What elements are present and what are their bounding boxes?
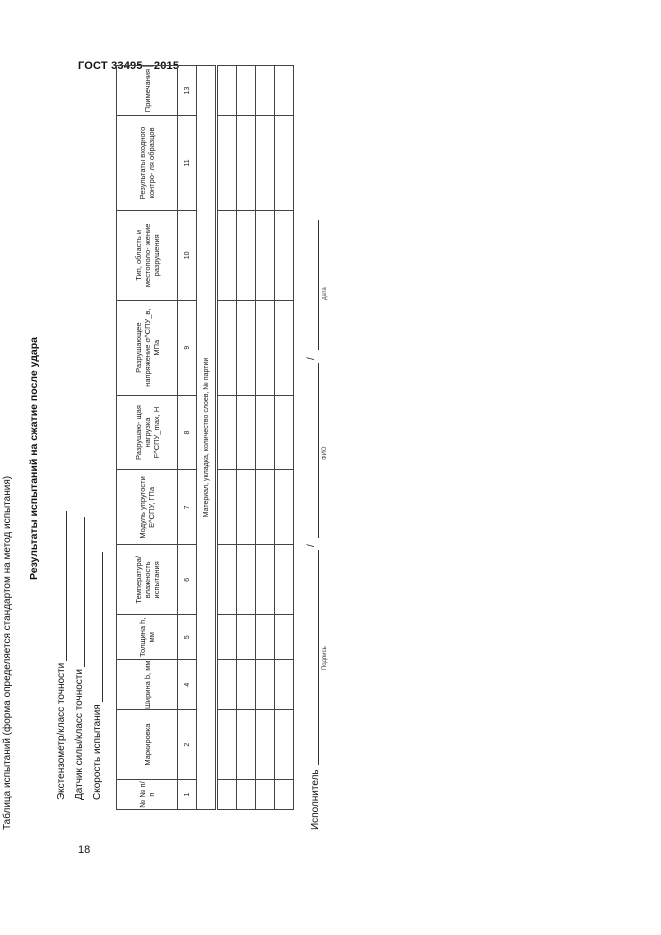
header-row bbox=[117, 66, 178, 810]
standard-code: ГОСТ 33495—2015 bbox=[78, 60, 180, 72]
force-sensor-label: Датчик силы/класс точности bbox=[74, 669, 85, 800]
table-row bbox=[256, 66, 275, 810]
col-number: 6 bbox=[178, 545, 197, 615]
name-caption: ФИО bbox=[322, 446, 328, 460]
test-results-table bbox=[116, 65, 294, 810]
signature-caption: Подпись bbox=[322, 646, 328, 670]
date-caption: дата bbox=[322, 287, 328, 300]
table-row bbox=[217, 66, 237, 810]
col-header: Примечания bbox=[117, 66, 178, 116]
name-line bbox=[308, 363, 319, 538]
col-header: Модуль упругости E^CПУ, ГПа bbox=[117, 470, 178, 545]
col-number: 8 bbox=[178, 395, 197, 470]
table-caption: Таблица испытаний (форма определяется стандартом на метод испытания) bbox=[2, 475, 13, 830]
force-sensor-blank bbox=[75, 517, 85, 667]
col-header: Разрушающее напряжение σ^СПУ_в, МПа bbox=[117, 300, 178, 395]
separator-slash: / bbox=[306, 357, 317, 360]
col-number: 2 bbox=[178, 710, 197, 780]
col-header: Маркировка bbox=[117, 710, 178, 780]
test-speed-field bbox=[92, 552, 103, 800]
table-row bbox=[275, 66, 294, 810]
signature-line bbox=[308, 550, 319, 765]
col-number: 9 bbox=[178, 300, 197, 395]
col-header: Ширина b, мм bbox=[117, 660, 178, 710]
material-cell: Материал, укладка, количество слоев, № партии bbox=[197, 66, 217, 810]
date-line bbox=[308, 220, 319, 350]
col-number: 11 bbox=[178, 116, 197, 211]
col-number: 13 bbox=[178, 66, 197, 116]
extensometer-label: Экстензометр/класс точности bbox=[56, 662, 67, 800]
col-number: 4 bbox=[178, 660, 197, 710]
material-row bbox=[197, 66, 217, 810]
force-sensor-field bbox=[74, 517, 85, 800]
col-header: Разрушаю- щая нагрузка F^СПУ_max, Н bbox=[117, 395, 178, 470]
executor-label: Исполнитель bbox=[310, 769, 321, 830]
col-number: 7 bbox=[178, 470, 197, 545]
page-number: 18 bbox=[78, 844, 91, 856]
col-number: 5 bbox=[178, 615, 197, 660]
col-number: 10 bbox=[178, 210, 197, 300]
test-speed-blank bbox=[93, 552, 103, 702]
col-header: Результаты входного контро- ля образцов bbox=[117, 116, 178, 211]
column-number-row bbox=[178, 66, 197, 810]
extensometer-field bbox=[56, 511, 67, 800]
rotated-form bbox=[0, 70, 330, 830]
col-header: Толщина h, мм bbox=[117, 615, 178, 660]
form-title: Результаты испытаний на сжатие после удара bbox=[28, 337, 40, 580]
col-header: Тип, область и местополо- жение разрушения bbox=[117, 210, 178, 300]
col-number: 1 bbox=[178, 780, 197, 810]
separator-slash: / bbox=[306, 544, 317, 547]
test-speed-label: Скорость испытания bbox=[92, 704, 103, 800]
col-header: № № п/п bbox=[117, 780, 178, 810]
table-row bbox=[237, 66, 256, 810]
extensometer-blank bbox=[57, 511, 67, 661]
col-header: Температура/ влажность испытания bbox=[117, 545, 178, 615]
